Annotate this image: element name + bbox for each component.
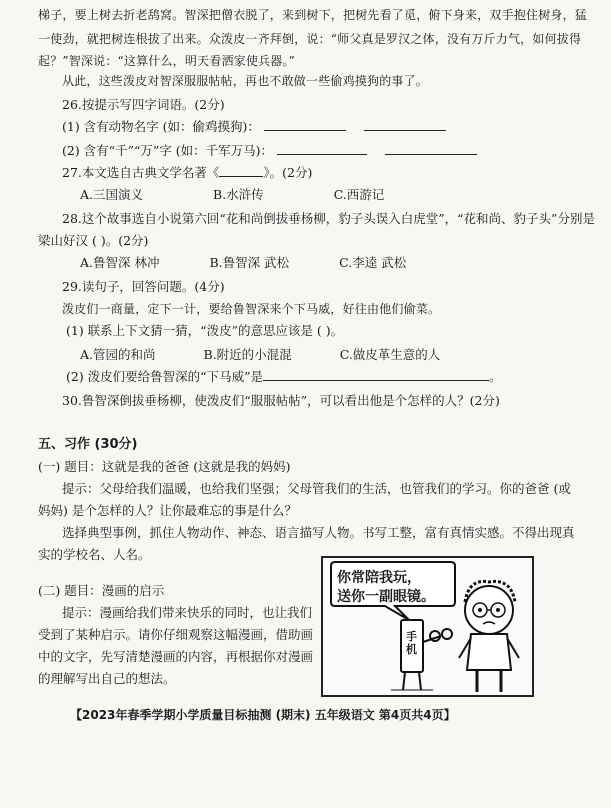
answer-blank[interactable] bbox=[277, 142, 367, 155]
page-footer: 【2023年春季学期小学质量目标抽测 (期末) 五年级语文 第4页共4页】 bbox=[70, 708, 456, 722]
answer-blank[interactable] bbox=[263, 368, 489, 381]
topic-1-hint: 实的学校名、人名。 bbox=[38, 547, 151, 562]
bubble-text-1: 你常陪我玩， bbox=[337, 570, 421, 586]
child-body bbox=[467, 634, 511, 670]
topic-2-hint: 的理解写出自己的想法。 bbox=[38, 671, 176, 686]
answer-blank[interactable] bbox=[264, 118, 346, 131]
option: C.李逵 武松 bbox=[339, 255, 407, 270]
story-line: 从此，这些泼皮对智深服服帖帖，再也不敢做一些偷鸡摸狗的事了。 bbox=[62, 74, 429, 88]
q28-line-1: 28.这个故事选自小说第六回“花和尚倒拔垂杨柳，豹子头误入白虎堂”，“花和尚、豹子头”分别是 bbox=[62, 211, 595, 226]
section-title: 五、习作 (30分) bbox=[38, 437, 138, 452]
topic-2-title: (二) 题目：漫画的启示 bbox=[38, 583, 165, 598]
q29-sub-1: (1) 联系上下文猜一猜，“泼皮”的意思应该是 ( )。 bbox=[66, 323, 344, 338]
option: C.西游记 bbox=[333, 187, 385, 202]
q27-stem bbox=[62, 164, 573, 182]
topic-2-hint: 受到了某种启示。请你仔细观察这幅漫画，借助画 bbox=[38, 627, 314, 642]
q26-item-2-text: (2) 含有“千”“万”字 (如：千军万马)： bbox=[62, 143, 273, 158]
q29-sub-2 bbox=[66, 368, 573, 386]
option: A.管园的和尚 bbox=[80, 347, 156, 362]
answer-blank[interactable] bbox=[385, 142, 477, 155]
q27-options bbox=[80, 186, 573, 204]
option: B.附近的小混混 bbox=[203, 347, 292, 362]
q27-stem-post: 》。(2分) bbox=[263, 165, 313, 180]
q29-sub-2-pre: (2) 泼皮们要给鲁智深的“下马威”是 bbox=[66, 369, 263, 384]
story-line: 一使劲，就把树连根拔了出来。众泼皮一齐拜倒，说：“师父真是罗汉之体，没有万斤力气，如何拔得 bbox=[38, 32, 582, 46]
option: A.三国演义 bbox=[80, 187, 144, 202]
q26-item-2 bbox=[62, 142, 573, 160]
story-line: 梯子，要上树去折老鸹窝。智深把僧衣脱了，来到树下，把树先看了觅，俯下身来，双手抱住树身，猛 bbox=[38, 8, 588, 22]
topic-2-hint: 中的文字，先写清楚漫画的内容，再根据你对漫画 bbox=[38, 649, 314, 664]
q27-stem-pre: 27.本文选自古典文学名著《 bbox=[62, 165, 220, 180]
answer-blank[interactable] bbox=[364, 118, 446, 131]
q29-stem: 29.读句子，回答问题。(4分) bbox=[62, 279, 225, 294]
q28-line-2: 梁山好汉 ( )。(2分) bbox=[38, 233, 149, 248]
answer-blank[interactable] bbox=[219, 164, 263, 177]
topic-2-hint: 提示：漫画给我们带来快乐的同时，也让我们 bbox=[62, 605, 313, 620]
q26-item-1 bbox=[62, 118, 573, 136]
topic-1-title: (一) 题目：这就是我的爸爸 (这就是我的妈妈) bbox=[38, 459, 291, 474]
q26-item-1-text: (1) 含有动物名字 (如：偷鸡摸狗)： bbox=[62, 119, 260, 134]
bubble-text-2: 送你一副眼镜。 bbox=[337, 589, 435, 605]
topic-1-hint: 妈妈) 是个怎样的人？让你最难忘的事是什么？ bbox=[38, 503, 297, 518]
comic-panel bbox=[321, 556, 534, 697]
q29-sub-2-post: 。 bbox=[488, 369, 502, 384]
option: C.做皮革生意的人 bbox=[339, 347, 441, 362]
option: B.鲁智深 武松 bbox=[209, 255, 290, 270]
topic-1-hint: 选择典型事例，抓住人物动作、神态、语言描写人物。书写工整，富有真情实感。不得出现真 bbox=[62, 525, 575, 540]
q29-sub-1-options bbox=[80, 346, 573, 364]
phone-label: 手机 bbox=[406, 630, 417, 656]
option: A.鲁智深 林冲 bbox=[80, 255, 160, 270]
story-line: 起？”智深说：“这算什么，明天看洒家使兵器。” bbox=[38, 54, 296, 68]
q30-stem: 30.鲁智深倒拔垂杨柳，使泼皮们“服服帖帖”，可以看出他是个怎样的人？(2分) bbox=[62, 393, 500, 408]
q29-quote: 泼皮们一商量，定下一计，要给鲁智深来个下马威，好往由他们偷菜。 bbox=[62, 302, 441, 316]
q28-options bbox=[80, 254, 573, 272]
option: B.水浒传 bbox=[213, 187, 264, 202]
topic-1-hint: 提示：父母给我们温暖，也给我们坚强；父母管我们的生活，也管我们的学习。你的爸爸 (或 bbox=[62, 481, 571, 496]
q26-stem: 26.按提示写四字词语。(2分) bbox=[62, 97, 225, 112]
